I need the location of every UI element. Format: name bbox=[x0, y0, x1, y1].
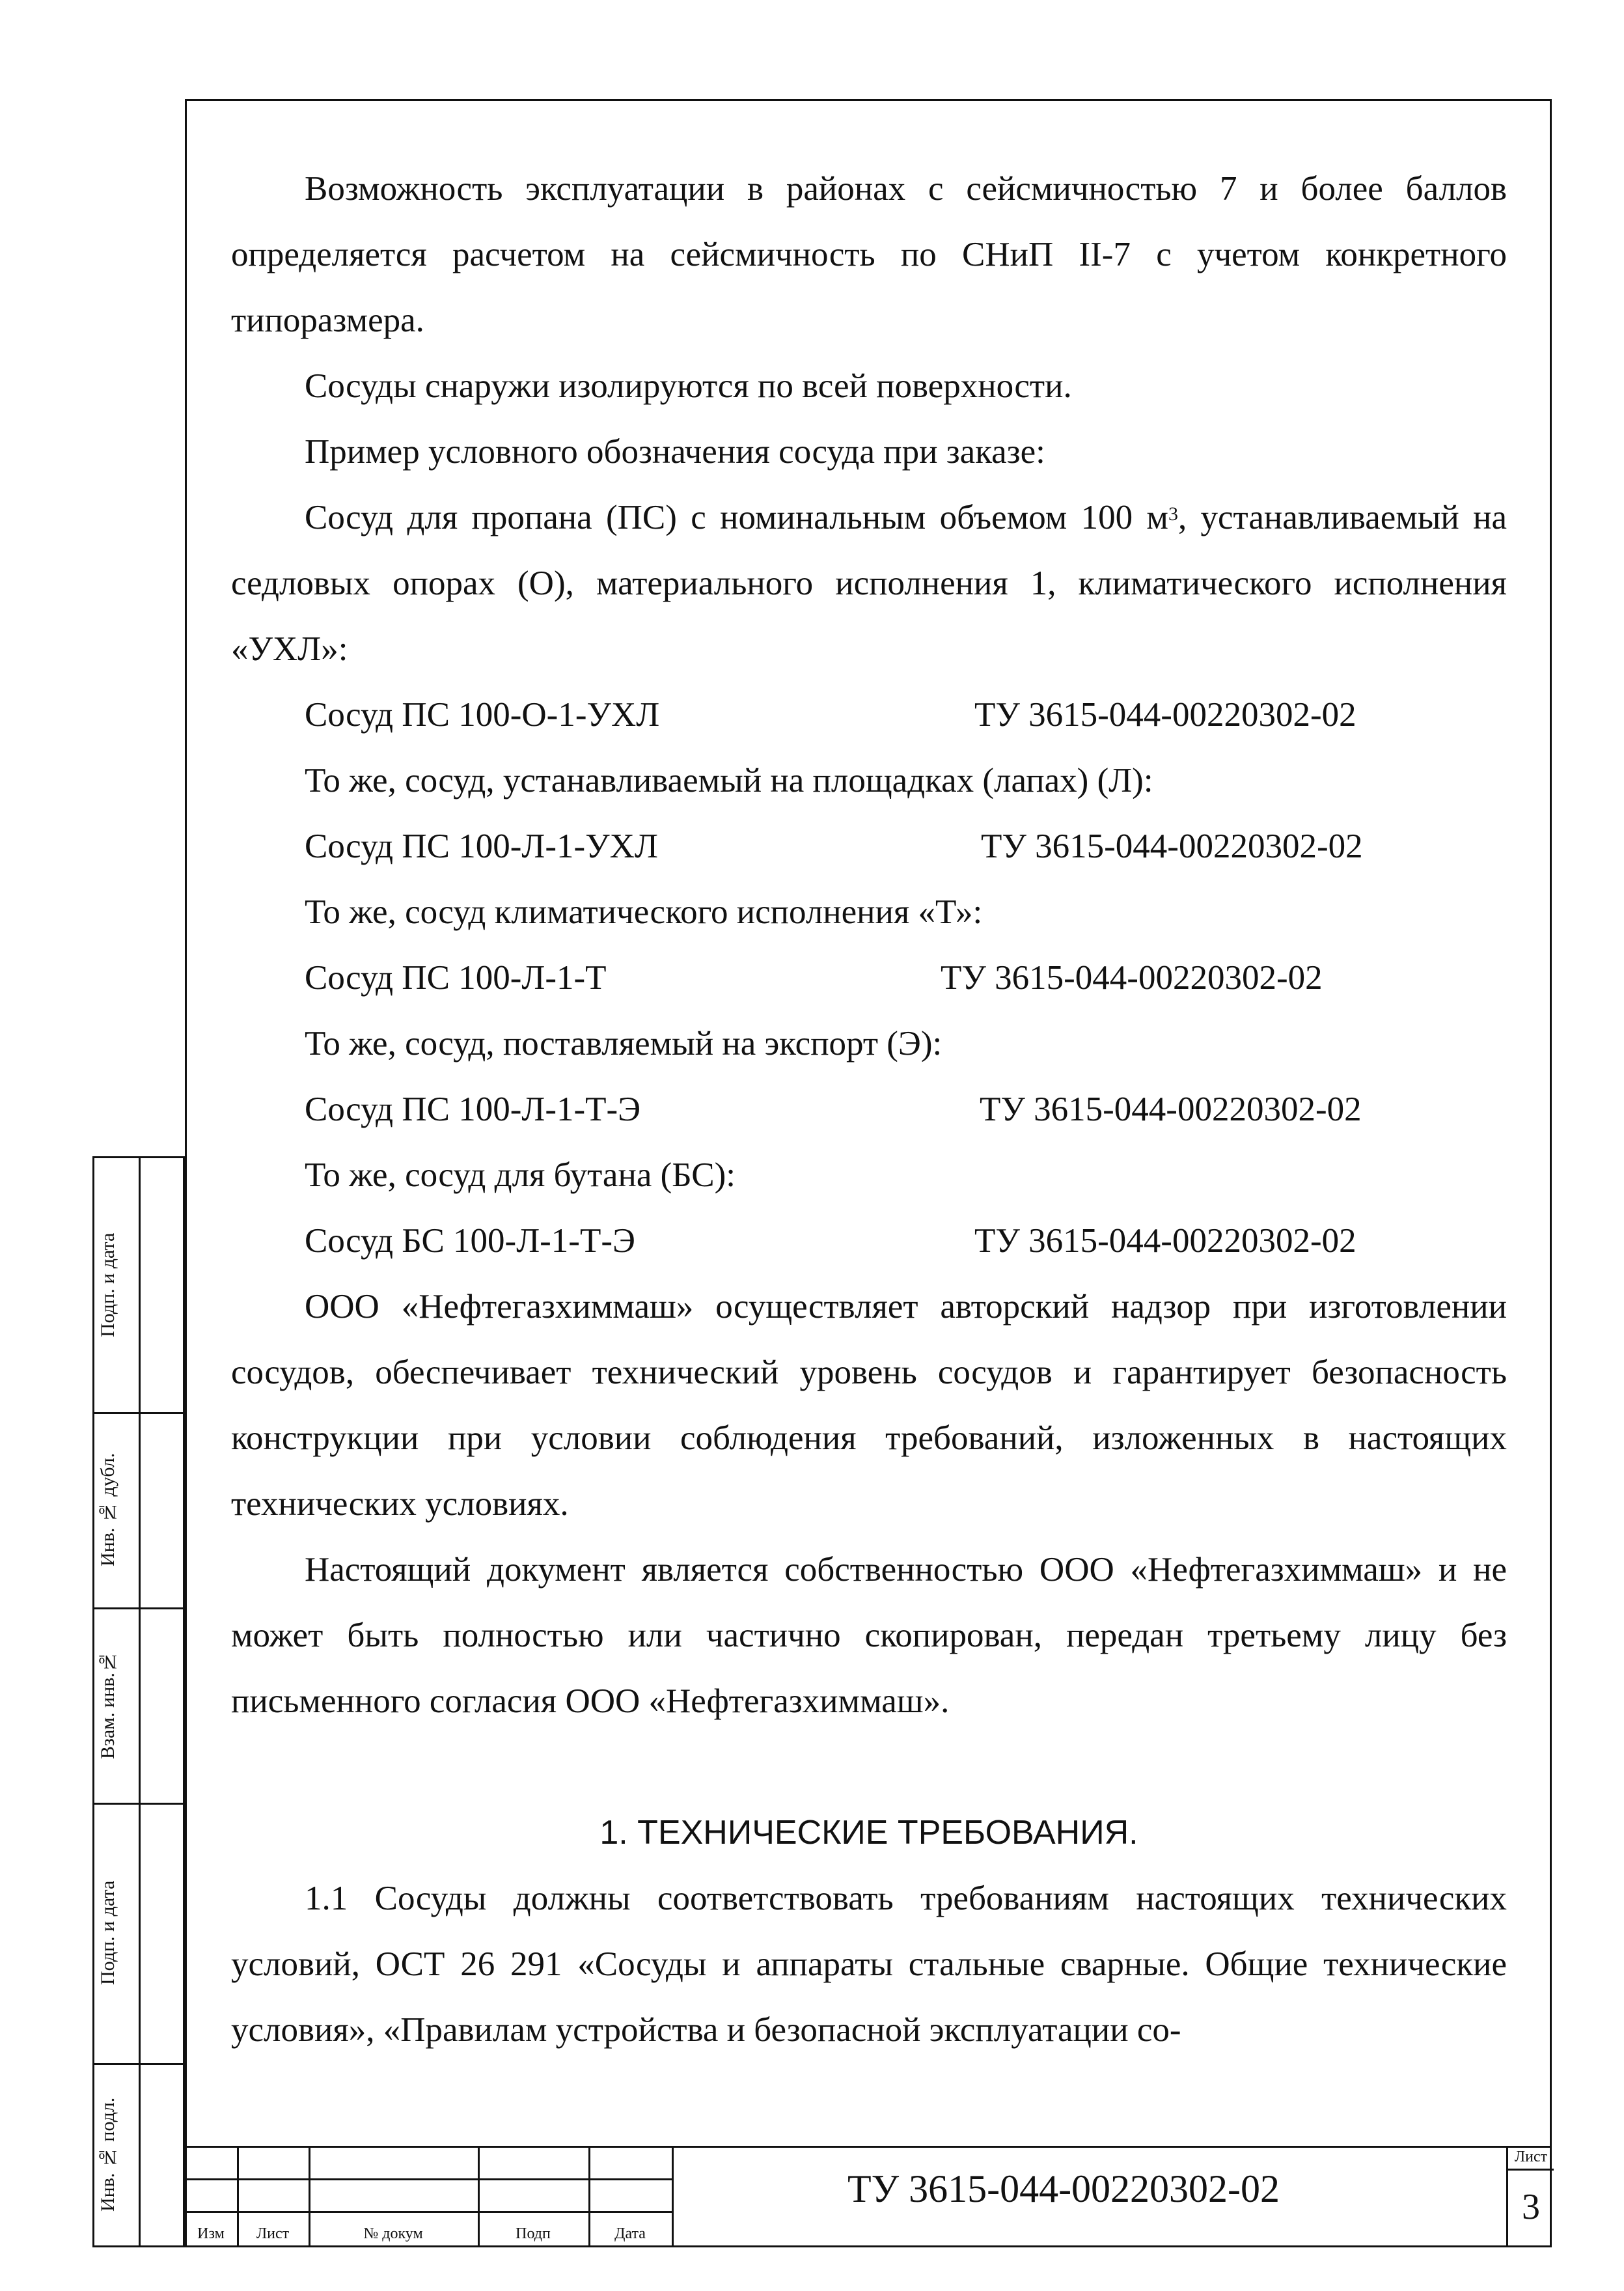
designation-row bbox=[231, 682, 1507, 748]
document-body bbox=[231, 156, 1507, 2063]
side-label: Взам. инв.№ bbox=[97, 1651, 118, 1759]
revision-line bbox=[185, 2211, 672, 2213]
side-strip-line bbox=[94, 1607, 183, 1609]
designation-row bbox=[231, 1208, 1507, 1274]
document-code: ТУ 3615-044-00220302-02 bbox=[847, 2167, 1280, 2210]
paragraph-requirements: 1.1 Сосуды должны соответствовать требованиям настоящих технических условий, ОСТ 26 291 «Сосуды и аппараты стальные сварные. Общие технические условия», «Правилам устройства и безопасной эксплуатации со- bbox=[231, 1880, 1507, 2049]
designation-row bbox=[231, 945, 1507, 1011]
revision-grid bbox=[185, 2146, 672, 2247]
side-label: Подп. и дата bbox=[97, 1880, 118, 1986]
designation-row bbox=[231, 1077, 1507, 1143]
side-strip-line bbox=[94, 1412, 183, 1414]
caption-date: Дата bbox=[614, 2225, 646, 2242]
designation-name: Сосуд ПС 100-Л-1-Т bbox=[305, 959, 607, 997]
example-description-start: Сосуд для пропана (ПС) с номинальным объемом 100 м bbox=[305, 499, 1168, 536]
designation-row bbox=[231, 814, 1507, 880]
designation-spec: ТУ 3615-044-00220302-02 bbox=[980, 1090, 1362, 1128]
side-label: Инв. № дубл. bbox=[97, 1452, 118, 1567]
designation-name: Сосуд БС 100-Л-1-Т-Э bbox=[305, 1222, 635, 1260]
paragraph-example-intro: Пример условного обозначения сосуда при заказе: bbox=[305, 433, 1045, 471]
side-label: Подп. и дата bbox=[97, 1232, 118, 1338]
designation-spec: ТУ 3615-044-00220302-02 bbox=[941, 959, 1323, 997]
designation-note: То же, сосуд, устанавливаемый на площадках (лапах) (Л): bbox=[305, 762, 1153, 799]
paragraph-insulation: Сосуды снаружи изолируются по всей поверхности. bbox=[305, 367, 1072, 405]
side-strip-divider bbox=[139, 1158, 141, 2245]
paragraph-seismic: Возможность эксплуатации в районах с сейсмичностью 7 и более баллов определяется расчетом на сейсмичность по СНиП II-7 с учетом конкретного типоразмера. bbox=[231, 170, 1507, 339]
revision-col-line bbox=[672, 2146, 674, 2247]
designation-spec: ТУ 3615-044-00220302-02 bbox=[974, 696, 1356, 734]
caption-list: Лист bbox=[256, 2225, 290, 2242]
revision-line bbox=[185, 2178, 672, 2180]
side-strip-line bbox=[94, 2063, 183, 2065]
caption-signature: Подп bbox=[516, 2225, 551, 2242]
side-strip bbox=[92, 1156, 185, 2247]
paragraph-ownership: Настоящий документ является собственностью ООО «Нефтегазхиммаш» и не может быть полностью или частично скопирован, передан третьему лицу без письменного согласия ООО «Нефтегазхиммаш». bbox=[231, 1551, 1507, 1720]
designation-name: Сосуд ПС 100-Л-1-УХЛ bbox=[305, 827, 658, 865]
paragraph-example-description bbox=[231, 485, 1507, 682]
designation-name: Сосуд ПС 100-О-1-УХЛ bbox=[305, 696, 660, 734]
designation-spec: ТУ 3615-044-00220302-02 bbox=[981, 827, 1363, 865]
designation-note: То же, сосуд, поставляемый на экспорт (Э): bbox=[305, 1025, 943, 1062]
title-block bbox=[185, 2146, 1552, 2247]
example-description-end: , устанавливаемый на седловых опорах (О), материального исполнения 1, климатического исполнения «УХЛ»: bbox=[231, 499, 1507, 668]
designation-spec: ТУ 3615-044-00220302-02 bbox=[974, 1222, 1356, 1260]
sheet-box bbox=[1506, 2146, 1554, 2247]
designation-note: То же, сосуд климатического исполнения «Т»: bbox=[305, 893, 983, 931]
designation-note: То же, сосуд для бутана (БС): bbox=[305, 1156, 736, 1194]
side-label: Инв. № подл. bbox=[97, 2097, 118, 2212]
designation-name: Сосуд ПС 100-Л-1-Т-Э bbox=[305, 1090, 641, 1128]
paragraph-supervision: ООО «Нефтегазхиммаш» осуществляет авторский надзор при изготовлении сосудов, обеспечивает технический уровень сосудов и гарантирует безопасность конструкции при условии соблюдения требований, изложенных в настоящих технических условиях. bbox=[231, 1288, 1507, 1523]
sheet-label: Лист bbox=[1508, 2148, 1554, 2171]
caption-izm: Изм bbox=[197, 2225, 225, 2242]
sheet-number: 3 bbox=[1522, 2187, 1540, 2227]
side-strip-line bbox=[94, 1803, 183, 1805]
superscript-cubic: 3 bbox=[1168, 503, 1178, 525]
caption-doc-number: № докум bbox=[363, 2225, 423, 2242]
section-heading: 1. ТЕХНИЧЕСКИЕ ТРЕБОВАНИЯ. bbox=[599, 1814, 1138, 1852]
